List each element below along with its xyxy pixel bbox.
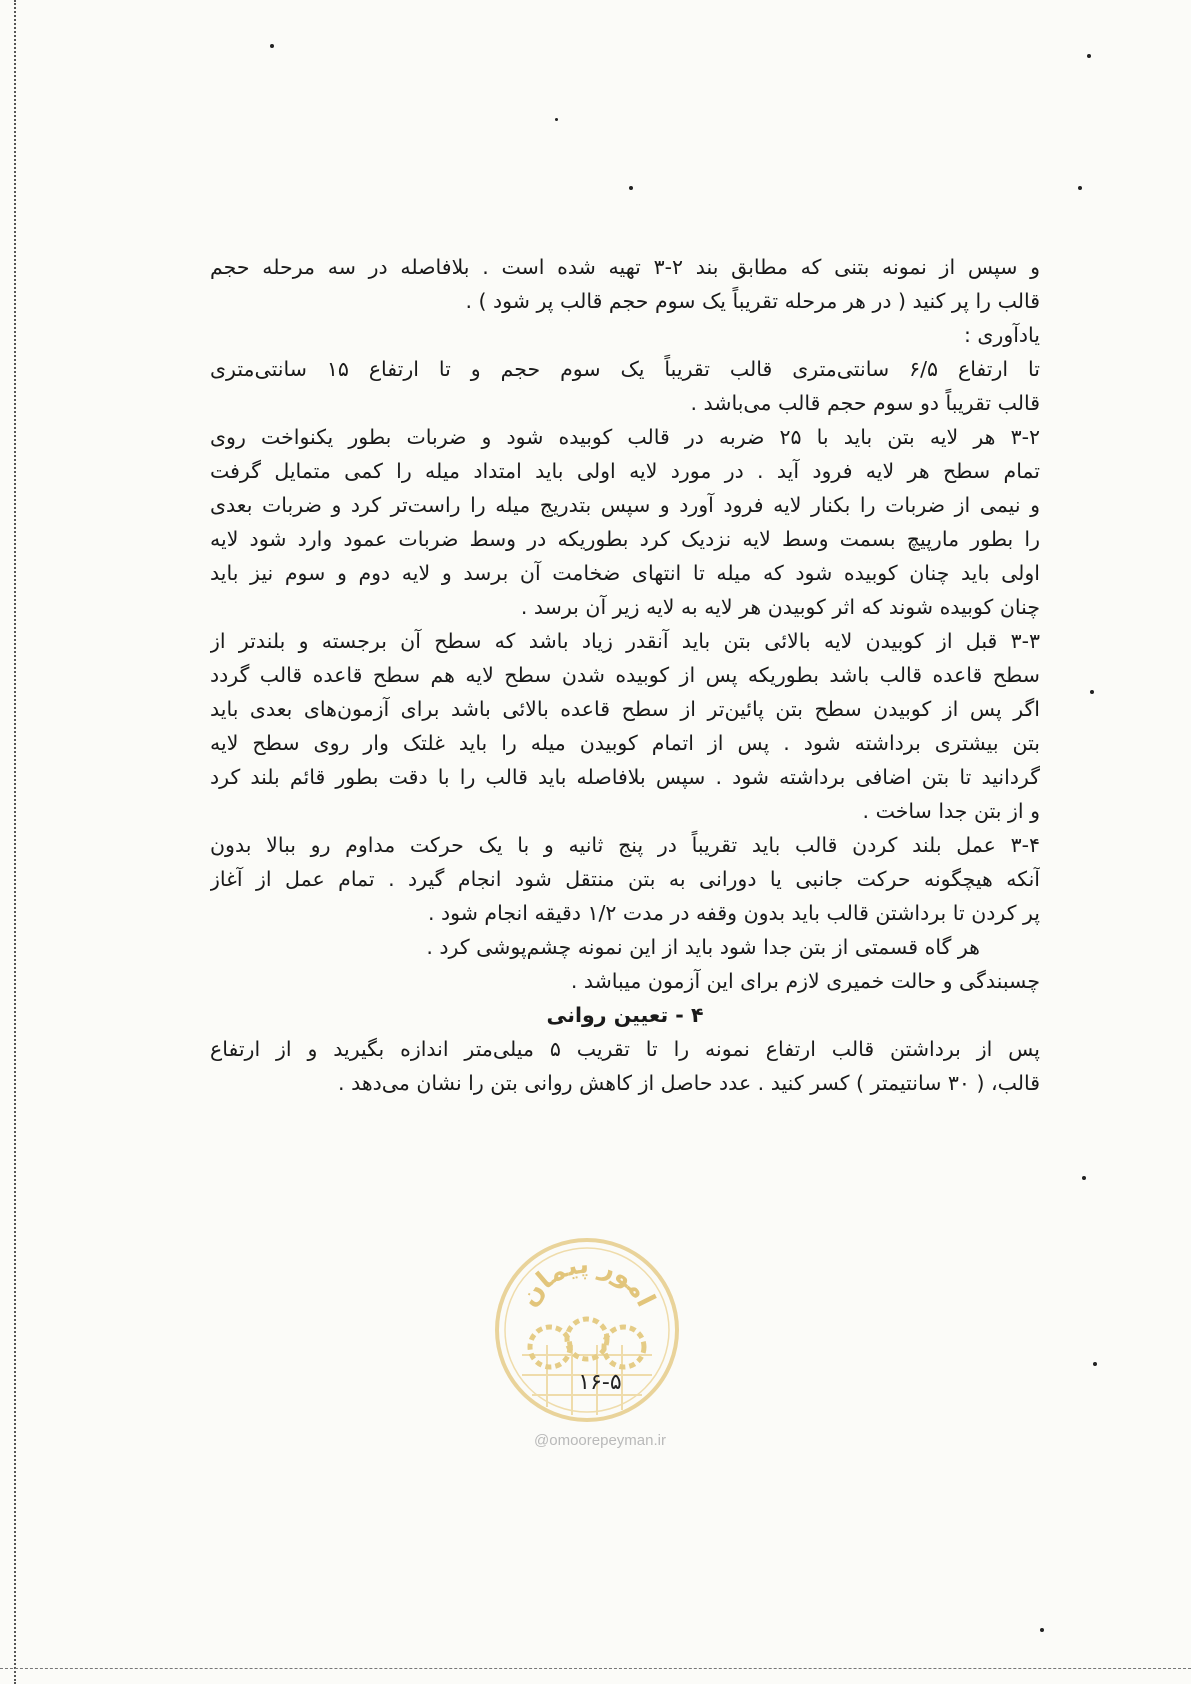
- scan-speck: [1090, 690, 1094, 694]
- page-bottom-edge: [0, 1668, 1191, 1669]
- scan-speck: [1078, 186, 1082, 190]
- text-line: اگر پس از کوبیدن سطح بتن پائین‌تر از سطح قاعده بالائی باشد برای آزمون‌های بعدی باید: [210, 697, 1040, 721]
- text-line: تا ارتفاع ۶/۵ سانتی‌متری قالب تقریباً یک سوم حجم و تا ارتفاع ۱۵ سانتی‌متری: [210, 357, 1040, 381]
- text-line: پر کردن تا برداشتن قالب باید بدون وقفه در مدت ۱/۲ دقیقه انجام شود .: [427, 901, 1040, 925]
- text-line: و از بتن جدا ساخت .: [862, 799, 1040, 823]
- binding-edge: [14, 0, 16, 1684]
- text-line: اولی باید چنان کوبیده شود که میله تا انتهای ضخامت آن برسد و لایه دوم و سوم نیز باید: [210, 561, 1040, 585]
- text-line: ۳-۲ هر لایه بتن باید با ۲۵ ضربه در قالب کوبیده شود و ضربات بطور یکنواخت روی: [210, 425, 1040, 449]
- watermark-stamp-logo: [492, 1235, 682, 1425]
- text-line: بتن بیشتری برداشته شود . پس از اتمام کوبیدن میله را باید غلتک وار روی سطح لایه: [210, 731, 1040, 755]
- document-body: [210, 250, 1040, 1100]
- text-line: پس از برداشتن قالب ارتفاع نمونه را تا تقریب ۵ میلی‌متر اندازه بگیرید و از ارتفاع: [210, 1037, 1040, 1061]
- stamp-logo-lettering: امور پیمان: [513, 1249, 661, 1312]
- scan-speck: [1087, 54, 1091, 58]
- scan-speck: [555, 118, 558, 121]
- page-number: ۱۶-۵: [578, 1370, 622, 1395]
- section-heading: ۴ - تعیین روانی: [546, 1003, 704, 1027]
- text-line: آنکه هیچگونه حرکت جانبی یا دورانی به بتن منتقل شود انجام گیرد . تمام عمل از آغاز: [210, 867, 1040, 891]
- scan-speck: [1040, 1628, 1044, 1632]
- scan-speck: [1082, 1176, 1086, 1180]
- scan-speck: [1093, 1362, 1097, 1366]
- text-line: هر گاه قسمتی از بتن جدا شود باید از این نمونه چشم‌پوشی کرد .: [426, 935, 980, 959]
- watermark-url: @omoorepeyman.ir: [534, 1432, 666, 1449]
- text-line: ۳-۳ قبل از کوبیدن لایه بالائی بتن باید آنقدر زیاد باشد که سطح آن برجسته و بلندتر از: [210, 629, 1040, 653]
- text-line: ۳-۴ عمل بلند کردن قالب باید تقریباً در پنج ثانیه و با یک حرکت مداوم رو ببالا بدون: [210, 833, 1040, 857]
- text-line: و نیمی از ضربات را بکنار لایه فرود آورد و سپس بتدریج میله را راست‌تر کرد و ضربات بعدی: [210, 493, 1040, 517]
- scan-speck: [270, 44, 274, 48]
- text-line: و سپس از نمونه بتنی که مطابق بند ۲-۳ تهیه شده است . بلافاصله در سه مرحله حجم: [210, 255, 1040, 279]
- text-line: چسبندگی و حالت خمیری لازم برای این آزمون میباشد .: [570, 969, 1040, 993]
- scan-speck: [629, 186, 633, 190]
- text-line: قالب تقریباً دو سوم حجم قالب می‌باشد .: [690, 391, 1040, 415]
- text-line: گردانید تا بتن اضافی برداشته شود . سپس بلافاصله باید قالب را با دقت بطور قائم بلند کرد: [210, 765, 1040, 789]
- text-line: را بطور مارپیچ بسمت وسط لایه نزدیک کرد بطوریکه در وسط ضربات عمود وارد شود لایه: [210, 527, 1040, 551]
- text-line: قالب را پر کنید ( در هر مرحله تقریباً یک سوم حجم قالب پر شود ) .: [465, 289, 1040, 313]
- text-line: قالب، ( ۳۰ سانتیمتر ) کسر کنید . عدد حاصل از کاهش روانی بتن را نشان می‌دهد .: [338, 1071, 1040, 1095]
- text-line: سطح قاعده قالب باشد بطوریکه پس از کوبیده شدن سطح لایه هم سطح قاعده قالب گردد: [210, 663, 1040, 687]
- note-heading: یادآوری :: [963, 323, 1040, 347]
- text-line: تمام سطح هر لایه فرود آید . در مورد لایه اولی باید امتداد میله را کمی متمایل گرفت: [210, 459, 1040, 483]
- text-line: چنان کوبیده شوند که اثر کوبیدن هر لایه به لایه زیر آن برسد .: [520, 595, 1040, 619]
